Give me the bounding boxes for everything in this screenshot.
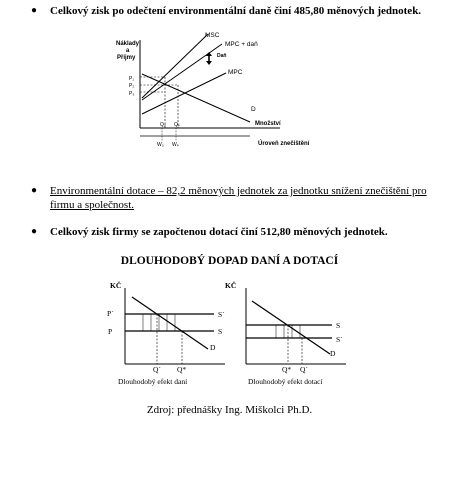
y-axis-label-a: a <box>126 48 130 54</box>
long-run-subsidy-diagram <box>222 278 357 398</box>
caption-right: Dlouhodobý efekt dotací <box>248 377 323 386</box>
label-q-star: Q* <box>282 365 292 374</box>
label-mpc: MPC <box>228 69 243 76</box>
label-d: D <box>210 343 216 352</box>
tick-p1: P₁ <box>129 76 135 82</box>
tick-w0: W₀ <box>157 142 164 148</box>
tax-diagram <box>110 28 340 152</box>
long-run-tax-diagram <box>100 278 235 398</box>
label-s: S <box>336 321 341 330</box>
label-s-prime: S´ <box>336 335 343 344</box>
label-s: S <box>218 327 223 336</box>
section-title: DLOUHODOBÝ DOPAD DANÍ A DOTACÍ <box>120 255 339 267</box>
label-q-prime: Q´ <box>153 365 161 374</box>
label-d: D <box>251 106 256 113</box>
demand-line <box>252 301 330 354</box>
demand-line <box>132 297 208 349</box>
label-q-star: Q* <box>177 365 187 374</box>
label-msc: MSC <box>205 32 220 39</box>
tick-p3: P₃ <box>129 91 135 97</box>
tick-p2: P₂ <box>129 83 135 89</box>
bullet-text: Celkový zisk po odečtení environmentální daně činí 485,80 měnových jednotek. <box>50 5 422 17</box>
label-p-prime: P´ <box>107 309 114 318</box>
bullet-dot: ● <box>31 226 38 237</box>
label-d: D <box>330 349 336 358</box>
label-tax: Daň <box>217 53 227 59</box>
label-mpc-tax: MPC + daň <box>225 41 258 48</box>
y-axis-label-prijmy: Příjmy <box>117 55 136 61</box>
y-axis-label: KČ <box>225 281 237 290</box>
label-s-prime: S´ <box>218 310 225 319</box>
tick-q0: Q₀ <box>160 122 166 128</box>
y-axis-label: KČ <box>110 281 122 290</box>
caption-left: Dlouhodobý efekt daní <box>118 377 188 386</box>
y-axis-label: Náklady <box>116 41 140 47</box>
x-axis-label-quantity: Množství <box>255 121 281 127</box>
tax-arrow-icon <box>206 52 212 65</box>
bullet-dot: ● <box>31 185 38 196</box>
x-axis-label-pollution: Úroveň znečištění <box>258 141 310 147</box>
label-p: P <box>108 327 113 336</box>
demand-curve <box>142 74 250 122</box>
bullet-text: Environmentální dotace – 82,2 měnových jednotek za jednotku snížení znečištění pro firmu a společnost. <box>50 185 427 211</box>
bullet-dot: ● <box>31 5 38 16</box>
bullet-text: Celkový zisk firmy se započtenou dotací činí 512,80 měnových jednotek. <box>50 226 388 238</box>
tick-wp: Wₚ <box>172 142 179 148</box>
source-caption: Zdroj: přednášky Ing. Miškolci Ph.D. <box>146 404 313 416</box>
label-q-prime: Q´ <box>300 365 308 374</box>
tick-qp: Qₚ <box>174 122 181 128</box>
